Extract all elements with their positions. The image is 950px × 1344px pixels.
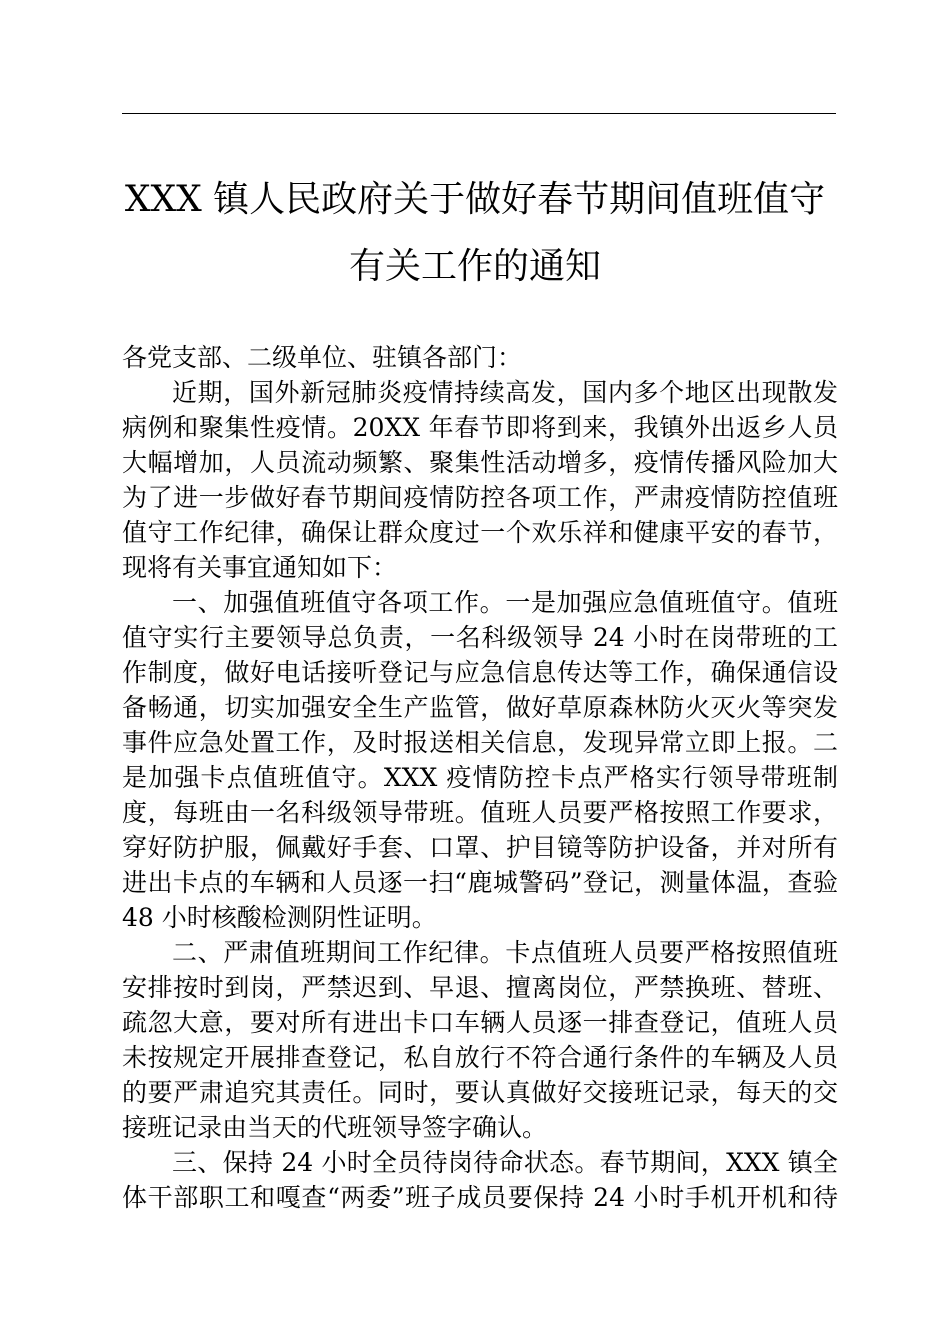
paragraph-line: 事件应急处置工作，及时报送相关信息，发现异常立即上报。二: [122, 728, 838, 757]
paragraph-line: 安排按时到岗，严禁迟到、早退、擅离岗位，严禁换班、替班、: [122, 973, 838, 1002]
paragraph-line: 三、保持 24 小时全员待岗待命状态。春节期间，XXX 镇全: [172, 1148, 838, 1177]
paragraph-line: 48 小时核酸检测阴性证明。: [122, 903, 437, 932]
paragraph-line: 二、严肃值班期间工作纪律。卡点值班人员要严格按照值班: [172, 938, 838, 967]
paragraph-line: 未按规定开展排查登记，私自放行不符合通行条件的车辆及人员: [122, 1043, 838, 1072]
document-body: [122, 340, 838, 1215]
paragraph-line: 穿好防护服，佩戴好手套、口罩、护目镜等防护设备，并对所有: [122, 833, 838, 862]
paragraph-line: 值守实行主要领导总负责，一名科级领导 24 小时在岗带班的工: [122, 623, 838, 652]
paragraph-line: 疏忽大意，要对所有进出卡口车辆人员逐一排查登记，值班人员: [122, 1008, 838, 1037]
paragraph-line: 病例和聚集性疫情。20XX 年春节即将到来，我镇外出返乡人员: [122, 413, 838, 442]
paragraph-4: [122, 1145, 838, 1215]
paragraph-line: 作制度，做好电话接听登记与应急信息传达等工作，确保通信设: [122, 658, 838, 687]
paragraph-line: 值守工作纪律，确保让群众度过一个欢乐祥和健康平安的春节，: [122, 518, 838, 547]
paragraph-line: 大幅增加，人员流动频繁、聚集性活动增多，疫情传播风险加大: [122, 448, 838, 477]
paragraph-line: 进出卡点的车辆和人员逐一扫“鹿城警码”登记，测量体温，查验: [122, 868, 838, 897]
paragraph-line: 一、加强值班值守各项工作。一是加强应急值班值守。值班: [172, 588, 838, 617]
paragraph-line: 体干部职工和嘎查“两委”班子成员要保持 24 小时手机开机和待: [122, 1183, 838, 1212]
salutation: 各党支部、二级单位、驻镇各部门：: [122, 343, 523, 372]
paragraph-line: 度，每班由一名科级领导带班。值班人员要严格按照工作要求，: [122, 798, 838, 827]
paragraph-line: 的要严肃追究其责任。同时，要认真做好交接班记录，每天的交: [122, 1078, 838, 1107]
paragraph-line: 接班记录由当天的代班领导签字确认。: [122, 1113, 548, 1142]
paragraph-1: [122, 375, 838, 585]
paragraph-3: [122, 935, 838, 1145]
paragraph-line: 现将有关事宜通知如下：: [122, 553, 398, 582]
top-rule: [122, 113, 836, 114]
paragraph-2: [122, 585, 838, 935]
paragraph-line: 近期，国外新冠肺炎疫情持续高发，国内多个地区出现散发: [172, 378, 838, 407]
paragraph-line: 备畅通，切实加强安全生产监管，做好草原森林防火灭火等突发: [122, 693, 838, 722]
title-line-2: 有关工作的通知: [348, 246, 601, 287]
paragraph-line: 是加强卡点值班值守。XXX 疫情防控卡点严格实行领导带班制: [122, 763, 838, 792]
title-line-1: XXX 镇人民政府关于做好春节期间值班值守: [124, 179, 826, 220]
paragraph-line: 为了进一步做好春节期间疫情防控各项工作，严肃疫情防控值班: [122, 483, 838, 512]
